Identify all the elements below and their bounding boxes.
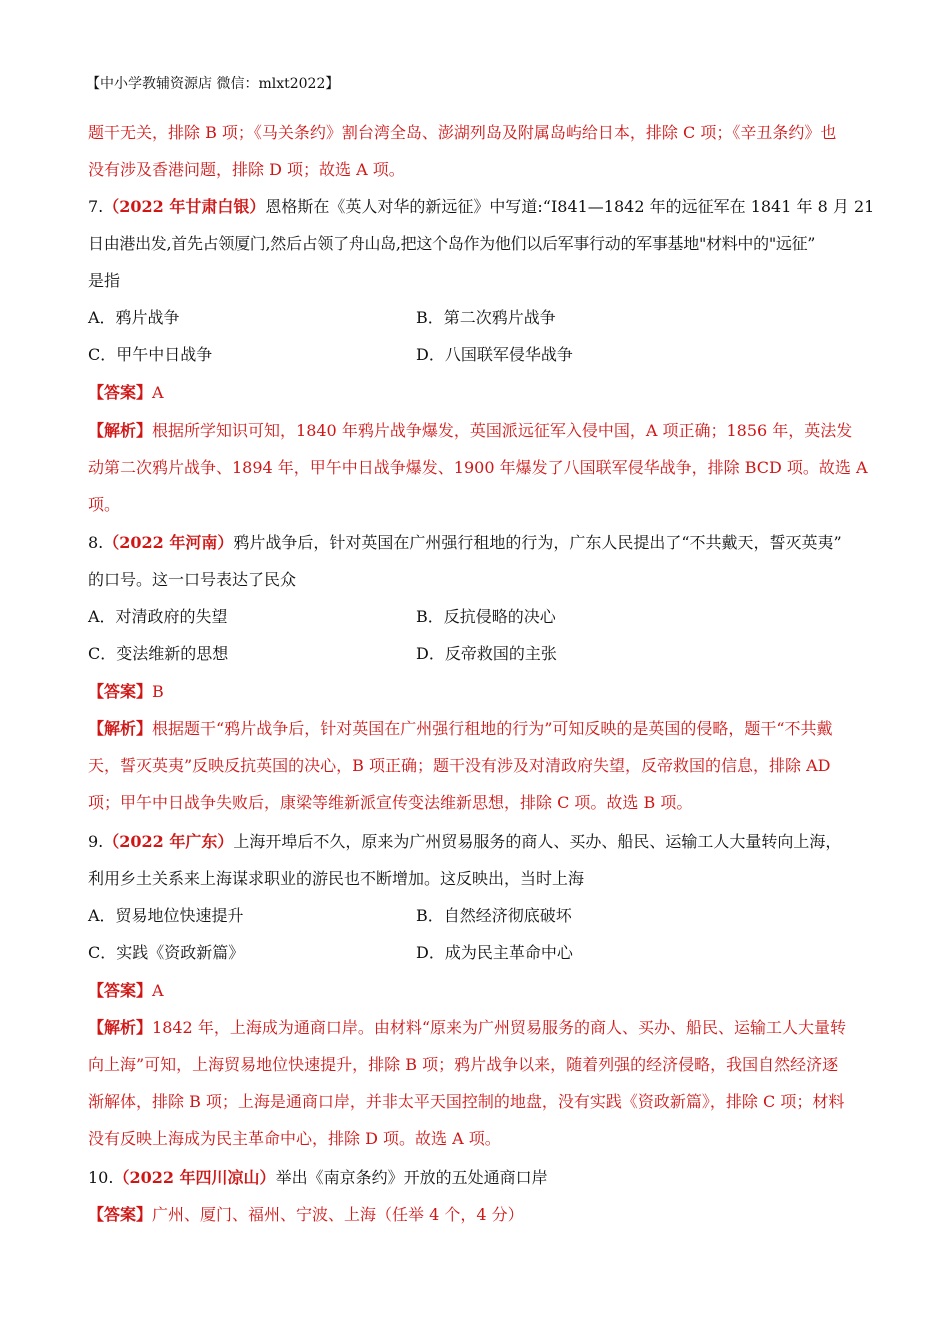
- question-9-stem: [88, 823, 868, 897]
- question-source: （2022 年甘肃白银）: [103, 197, 266, 216]
- question-9-explanation: [88, 1009, 868, 1157]
- answer-label: 【答案】: [88, 1205, 153, 1224]
- question-7-answer: [88, 374, 868, 411]
- question-8-options-row-2: [88, 635, 868, 672]
- explanation-line: 根据题干“鸦片战争后，针对英国在广州强行租地的行为”可知反映的是英国的侵略，题干“不共戴: [152, 719, 833, 738]
- answer-value: A: [152, 383, 164, 402]
- question-8-stem: [88, 524, 868, 598]
- option-c[interactable]: C．实践《资政新篇》: [88, 943, 245, 962]
- question-stem-line: 的口号。这一口号表达了民众: [88, 570, 297, 589]
- question-stem-line: 恩格斯在《英人对华的新远征》中写道:“I841—1842 年的远征军在 1841 年 8 月 21: [265, 197, 875, 216]
- option-d[interactable]: D．反帝救国的主张: [416, 644, 557, 663]
- question-10-answer: [88, 1196, 868, 1233]
- question-number: 9.: [88, 832, 104, 851]
- explanation-line: 向上海”可知，上海贸易地位快速提升，排除 B 项；鸦片战争以来，随着列强的经济侵略，我国自然经济逐: [88, 1055, 839, 1074]
- answer-value: B: [152, 682, 164, 701]
- question-stem-line: 鸦片战争后，针对英国在广州强行租地的行为，广东人民提出了“不共戴天，誓灭英夷”: [233, 533, 842, 552]
- question-number: 10.: [88, 1168, 114, 1187]
- question-stem-line: 利用乡土关系来上海谋求职业的游民也不断增加。这反映出，当时上海: [88, 869, 585, 888]
- explanation-line: 动第二次鸦片战争、1894 年，甲午中日战争爆发、1900 年爆发了八国联军侵华战争，排除 BCD 项。故选 A: [88, 458, 868, 477]
- explanation-line: 1842 年，上海成为通商口岸。由材料“原来为广州贸易服务的商人、买办、船民、运输工人大量转: [152, 1018, 847, 1037]
- question-7-stem: [88, 188, 875, 299]
- question-source: （2022 年河南）: [103, 533, 234, 552]
- answer-label: 【答案】: [88, 383, 153, 402]
- question-7-options-row-2: [88, 336, 868, 373]
- explanation-line: 项；甲午中日战争失败后，康梁等维新派宣传变法维新思想，排除 C 项。故选 B 项。: [88, 793, 693, 812]
- answer-value: A: [152, 981, 164, 1000]
- question-9-answer: [88, 972, 868, 1009]
- question-9-options-row-2: [88, 934, 868, 971]
- question-7-explanation: [88, 412, 868, 523]
- question-8-explanation: [88, 710, 868, 821]
- question-source: （2022 年广东）: [103, 832, 234, 851]
- option-a[interactable]: A．贸易地位快速提升: [88, 906, 244, 925]
- answer-label: 【答案】: [88, 682, 153, 701]
- explanation-line: 根据所学知识可知，1840 年鸦片战争爆发，英国派远征军入侵中国，A 项正确；1856 年，英法发: [152, 421, 853, 440]
- question-stem-line: 上海开埠后不久，原来为广州贸易服务的商人、买办、船民、运输工人大量转向上海，: [233, 832, 842, 851]
- question-10-stem: [88, 1159, 868, 1196]
- option-b[interactable]: B．自然经济彻底破坏: [416, 906, 572, 925]
- explanation-line: 没有反映上海成为民主革命中心，排除 D 项。故选 A 项。: [88, 1129, 501, 1148]
- explanation-line: 渐解体，排除 B 项；上海是通商口岸，并非太平天国控制的地盘，没有实践《资政新篇》，排除 C 项；材料: [88, 1092, 845, 1111]
- option-b[interactable]: B．第二次鸦片战争: [416, 308, 556, 327]
- explanation-label: 【解析】: [88, 421, 153, 440]
- question-number: 8.: [88, 533, 104, 552]
- question-8-options-row-1: [88, 598, 868, 635]
- question-8-answer: [88, 673, 868, 710]
- page-header: 【中小学教辅资源店 微信：mlxt2022】: [86, 76, 340, 92]
- explanation-label: 【解析】: [88, 1018, 153, 1037]
- explanation-line: 项。: [88, 495, 121, 514]
- explanation-line: 天，誓灭英夷”反映反抗英国的决心，B 项正确；题干没有涉及对清政府失望，反帝救国的信息，排除 AD: [88, 756, 831, 775]
- option-d[interactable]: D．八国联军侵华战争: [416, 345, 573, 364]
- question-stem-line: 举出《南京条约》开放的五处通商口岸: [275, 1168, 548, 1187]
- option-c[interactable]: C．甲午中日战争: [88, 345, 213, 364]
- explanation-label: 【解析】: [88, 719, 153, 738]
- question-stem-line: 是指: [88, 271, 121, 290]
- question-9-options-row-1: [88, 897, 868, 934]
- option-d[interactable]: D．成为民主革命中心: [416, 943, 573, 962]
- intro-explanation: [88, 114, 868, 188]
- question-7-options-row-1: [88, 299, 868, 336]
- explanation-line: 没有涉及香港问题，排除 D 项；故选 A 项。: [88, 160, 405, 179]
- answer-value: 广州、厦门、福州、宁波、上海（任举 4 个，4 分）: [152, 1205, 524, 1224]
- question-stem-line: 日由港出发,首先占领厦门,然后占领了舟山岛,把这个岛作为他们以后军事行动的军事基地"材料中的"远征”: [88, 234, 816, 253]
- option-a[interactable]: A．对清政府的失望: [88, 607, 228, 626]
- option-c[interactable]: C．变法维新的思想: [88, 644, 229, 663]
- option-a[interactable]: A．鸦片战争: [88, 308, 180, 327]
- option-b[interactable]: B．反抗侵略的决心: [416, 607, 556, 626]
- answer-label: 【答案】: [88, 981, 153, 1000]
- explanation-line: 题干无关，排除 B 项；《马关条约》割台湾全岛、澎湖列岛及附属岛屿给日本，排除 C 项；《辛丑条约》也: [88, 123, 837, 142]
- question-number: 7.: [88, 197, 104, 216]
- question-source: （2022 年四川凉山）: [113, 1168, 276, 1187]
